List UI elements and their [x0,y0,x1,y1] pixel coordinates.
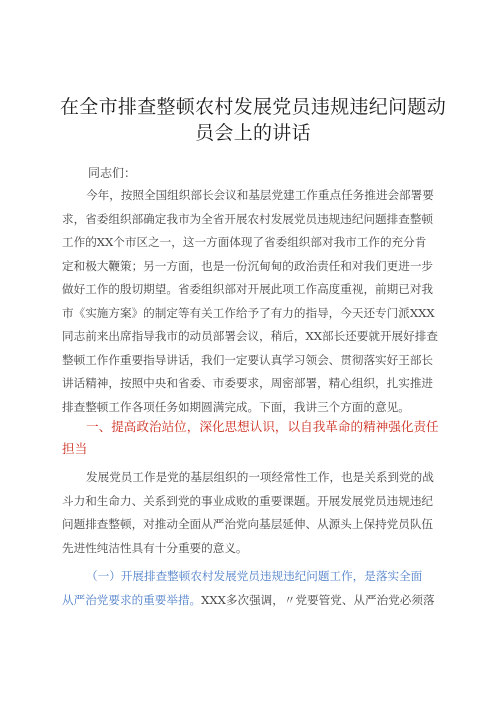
subsection-heading-tail: 从严治党要求的重要举措。 [62,592,202,607]
title-line-1: 在全市排查整顿农村发展党员违规违纪问题动 [60,96,447,118]
paragraph-section-1 [62,466,448,560]
paragraph-text: XXX多次强调，〃党要管党、从严治党必须落 [201,592,435,607]
paragraph-line: 定和极大鞭策；另一方面，也是一份沉甸甸的政治责任和对我们更进一步 [62,258,434,273]
title-line-2: 员会上的讲话 [195,122,311,144]
paragraph-subsection-1 [62,565,448,612]
section-heading-line: 担当 [62,441,88,456]
section-heading-1 [62,416,448,460]
paragraph-line: 问题排查整顿，对推动全面从严治党向基层延伸、从源头上保持党员队伍 [62,517,434,531]
paragraph-line [62,589,448,613]
paragraph-intro [62,184,448,419]
paragraph-line: 今年，按照全国组织部长会议和基层党建工作重点任务推进会部署要 [86,188,434,202]
salutation: 同志们： [88,166,137,180]
paragraph-line: 整顿工作作重要指导讲话，我们一定要认真学习领会、贯彻落实好王部长 [62,352,434,367]
paragraph-line: 做好工作的殷切期望。省委组织部对开展此项工作高度重视，前期已对我 [62,282,434,296]
paragraph-line: 排查整顿工作各项任务如期圆满完成。下面，我讲三个方面的意见。 [62,399,410,414]
paragraph-line: 工作的XX个市区之一，这一方面体现了省委组织部对我市工作的充分肯 [62,235,427,249]
subsection-heading-line: （一）开展排查整顿农村发展党员违规违纪问题工作，是落实全面 [86,569,423,583]
paragraph-line: 斗力和生命力、关系到党的事业成败的重要课题。开展发展党员违规违纪 [62,493,434,508]
paragraph-line: 同志前来出席指导我市的动员部署会议，稍后，XX部长还要就开展好排查 [62,329,438,343]
paragraph-line: 求，省委组织部确定我市为全省开展农村发展党员违规违纪问题排查整顿 [62,211,434,226]
paragraph-line: 讲话精神，按照中央和省委、市委要求，周密部署，精心组织，扎实推进 [62,376,434,390]
page-title [60,94,446,146]
paragraph-line: 发展党员工作是党的基层组织的一项经常性工作，也是关系到党的战 [86,470,434,484]
paragraph-line: 市《实施方案》的制定等有关工作给予了有力的指导，今天还专门派XXX [62,305,435,320]
section-heading-line: 一、提高政治站位，深化思想认识，以自我革命的精神强化责任 [86,419,439,434]
paragraph-line: 先进性纯洁性具有十分重要的意义。 [62,540,248,555]
